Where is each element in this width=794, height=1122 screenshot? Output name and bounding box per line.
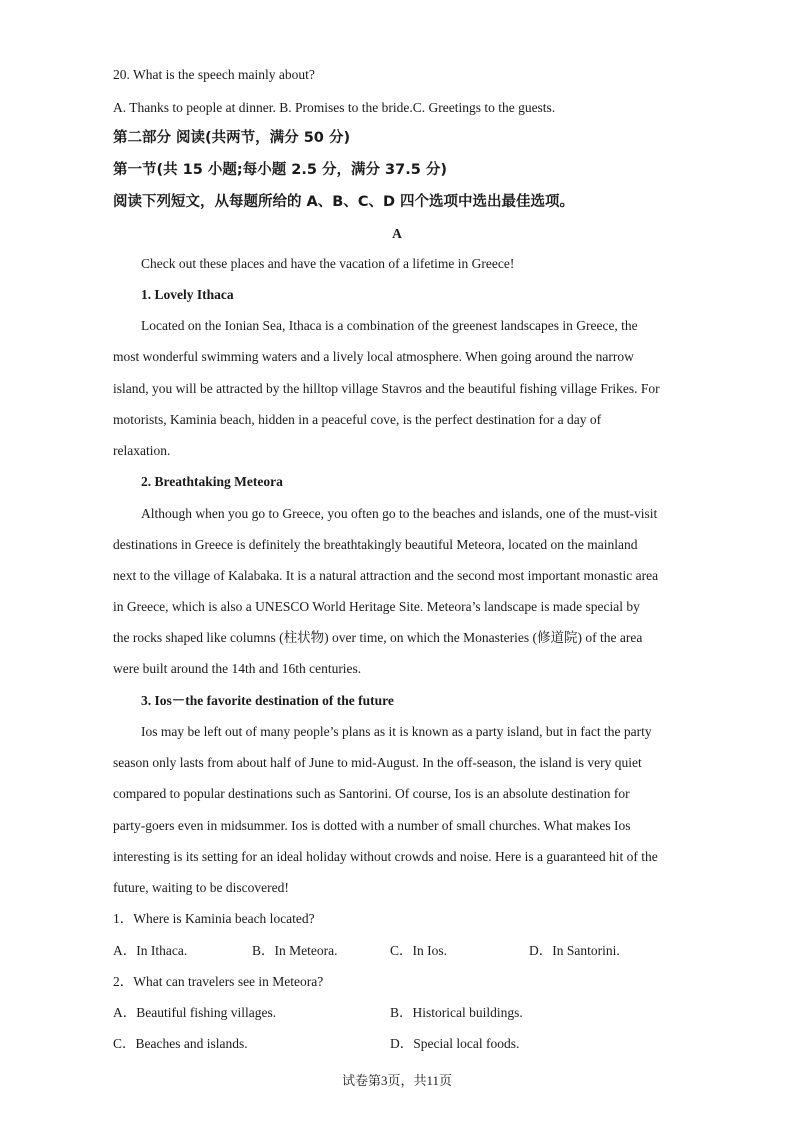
paragraph-line: compared to popular destinations such as Santorini. Of course, Ios is an absolute destination for xyxy=(113,786,630,801)
passage-intro: Check out these places and have the vacation of a lifetime in Greece! xyxy=(141,256,515,271)
question-2-option-b: B．Historical buildings. xyxy=(390,1005,523,1020)
question-1-stem: 1．Where is Kaminia beach located? xyxy=(113,911,315,926)
paragraph-line: interesting is its setting for an ideal holiday without crowds and noise. Here is a guaranteed hit of the xyxy=(113,849,658,864)
paragraph-line: season only lasts from about half of June to mid-August. In the off-season, the island is very quiet xyxy=(113,755,642,770)
section-one-heading: 第一节(共 15 小题;每小题 2.5 分，满分 37.5 分) xyxy=(113,162,447,178)
paragraph-line: island, you will be attracted by the hilltop village Stavros and the beautiful fishing village Frikes. For xyxy=(113,381,660,396)
passage-label: A xyxy=(392,226,402,241)
question-2-option-c: C．Beaches and islands. xyxy=(113,1036,248,1051)
section-title-meteora: 2. Breathtaking Meteora xyxy=(141,474,283,489)
paragraph-line: were built around the 14th and 16th centuries. xyxy=(113,661,362,676)
paragraph-line: most wonderful swimming waters and a lively local atmosphere. When going around the narrow xyxy=(113,349,634,364)
section-title-ithaca: 1. Lovely Ithaca xyxy=(141,287,234,302)
question-20-stem: 20. What is the speech mainly about? xyxy=(113,67,315,82)
paragraph-line: relaxation. xyxy=(113,443,171,458)
question-1-option-b: B．In Meteora. xyxy=(252,943,338,958)
paragraph-line: future, waiting to be discovered! xyxy=(113,880,289,895)
paragraph-line: in Greece, which is also a UNESCO World Heritage Site. Meteora’s landscape is made special by xyxy=(113,599,640,614)
page-footer: 试卷第3页，共11页 xyxy=(341,1073,453,1088)
paragraph-line: the rocks shaped like columns (柱状物) over time, on which the Monasteries (修道院) of the area xyxy=(113,630,643,645)
reading-instruction: 阅读下列短文，从每题所给的 A、B、C、D 四个选项中选出最佳选项。 xyxy=(113,194,575,210)
paragraph-line: motorists, Kaminia beach, hidden in a peaceful cove, is the perfect destination for a day of xyxy=(113,412,602,427)
question-2-option-d: D．Special local foods. xyxy=(390,1036,520,1051)
question-2-option-a: A．Beautiful fishing villages. xyxy=(113,1005,277,1020)
paragraph-line: Ios may be left out of many people’s plans as it is known as a party island, but in fact the party xyxy=(141,724,652,739)
question-1-option-c: C．In Ios. xyxy=(390,943,447,958)
paragraph-line: next to the village of Kalabaka. It is a natural attraction and the second most important monastic area xyxy=(113,568,659,583)
paragraph-line: Located on the Ionian Sea, Ithaca is a combination of the greenest landscapes in Greece, the xyxy=(141,318,638,333)
question-1-option-d: D．In Santorini. xyxy=(529,943,620,958)
paragraph-line: destinations in Greece is definitely the breathtakingly beautiful Meteora, located on the mainland xyxy=(113,537,638,552)
part-two-heading: 第二部分 阅读(共两节，满分 50 分) xyxy=(113,130,351,146)
section-title-ios: 3. Ios－the favorite destination of the future xyxy=(141,693,394,708)
question-2-stem: 2．What can travelers see in Meteora? xyxy=(113,974,324,989)
paragraph-line: Although when you go to Greece, you often go to the beaches and islands, one of the must-visit xyxy=(141,506,658,521)
question-1-option-a: A．In Ithaca. xyxy=(113,943,188,958)
question-20-options: A. Thanks to people at dinner. B. Promises to the bride.C. Greetings to the guests. xyxy=(113,100,556,115)
paragraph-line: party-goers even in midsummer. Ios is dotted with a number of small churches. What makes Ios xyxy=(113,818,631,833)
